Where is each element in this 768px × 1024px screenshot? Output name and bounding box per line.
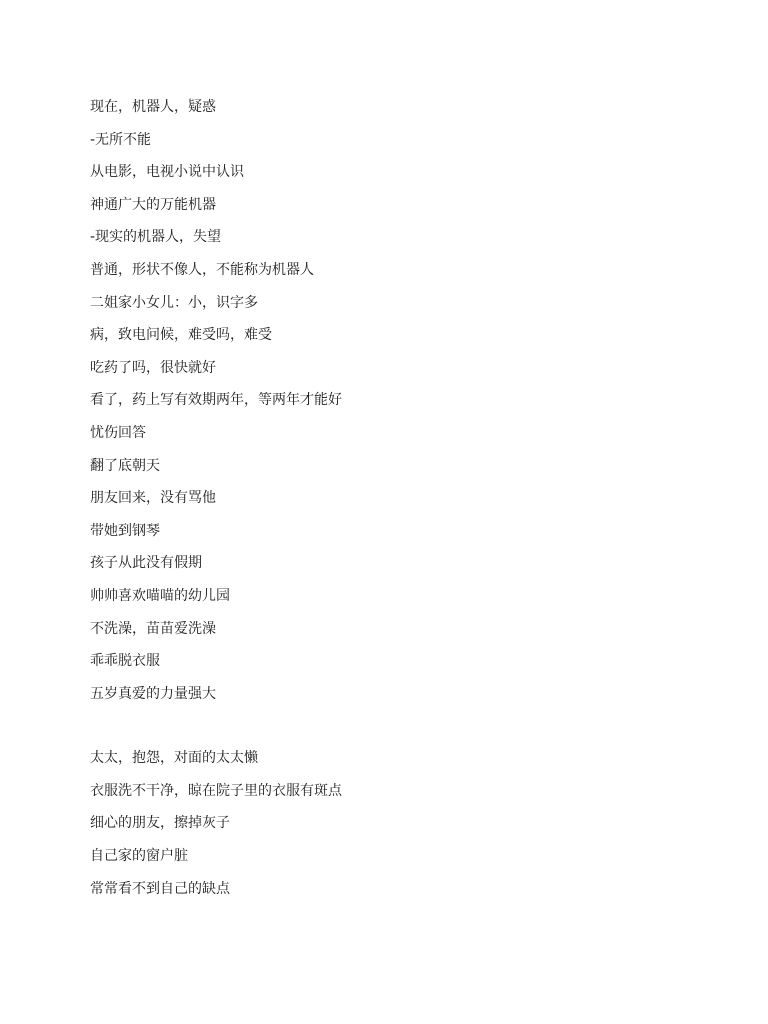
text-block xyxy=(90,91,690,905)
text-line: 翻了底朝天 xyxy=(90,457,160,474)
section-1 xyxy=(90,91,690,710)
text-line: 普通，形状不像人，不能称为机器人 xyxy=(90,261,314,278)
text-line: 看了，药上写有效期两年，等两年才能好 xyxy=(90,392,342,409)
text-line: 吃药了吗，很快就好 xyxy=(90,359,216,376)
section-2 xyxy=(90,742,690,905)
text-line: 现在，机器人，疑惑 xyxy=(90,99,216,115)
text-line: 自己家的窗户脏 xyxy=(90,848,188,865)
text-line: 从电影，电视小说中认识 xyxy=(90,164,244,181)
text-line: 孩子从此没有假期 xyxy=(90,555,202,572)
text-line: 五岁真爱的力量强大 xyxy=(90,685,216,702)
paragraph-gap xyxy=(90,710,690,742)
text-line: 太太，抱怨，对面的太太懒 xyxy=(90,750,258,767)
text-line: 乖乖脱衣服 xyxy=(90,653,160,670)
text-line: 带她到钢琴 xyxy=(90,522,160,539)
text-line: 帅帅喜欢喵喵的幼儿园 xyxy=(90,587,230,604)
text-line: 朋友回来，没有骂他 xyxy=(90,490,216,507)
text-line: -现实的机器人，失望 xyxy=(90,229,222,246)
text-line: 常常看不到自己的缺点 xyxy=(90,880,230,897)
text-line: 细心的朋友，擦掉灰子 xyxy=(90,815,230,832)
text-line: 神通广大的万能机器 xyxy=(90,196,216,213)
text-line: 忧伤回答 xyxy=(90,424,146,441)
text-line: 不洗澡，苗苗爱洗澡 xyxy=(90,620,216,637)
text-line: 衣服洗不干净，晾在院子里的衣服有斑点 xyxy=(90,782,342,799)
text-line: -无所不能 xyxy=(90,131,152,148)
text-line: 病，致电问候，难受吗，难受 xyxy=(90,327,272,344)
text-line: 二姐家小女儿：小，识字多 xyxy=(90,294,258,311)
